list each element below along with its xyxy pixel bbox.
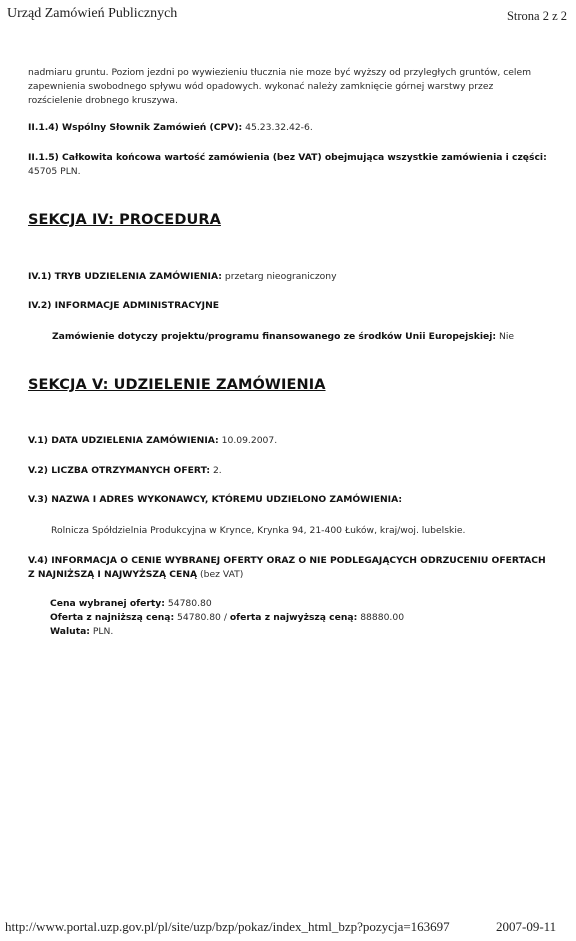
v3-line — [28, 493, 550, 507]
v1-line — [28, 434, 550, 448]
price-highest-value: 88880.00 — [357, 612, 405, 623]
section5-title: SEKCJA V: UDZIELENIE ZAMÓWIENIA — [28, 377, 326, 393]
total-value-value: 45705 PLN. — [28, 166, 81, 178]
eu-label: Zamówienie dotyczy projektu/programu finansowanego ze środków Unii Europejskiej: — [52, 331, 497, 342]
price-range-line — [50, 611, 565, 625]
v4-note: (bez VAT) — [197, 569, 244, 581]
currency-value: PLN. — [89, 626, 114, 637]
currency-line — [50, 625, 560, 639]
section4-title: SEKCJA IV: PROCEDURA — [28, 212, 221, 228]
v2-line — [28, 464, 550, 478]
price-selected-line — [50, 597, 560, 611]
footer-url[interactable]: http://www.portal.uzp.gov.pl/pl/site/uzp/bzp/pokaz/index_html_bzp?pozycja=163697 — [5, 919, 450, 934]
price-selected-label: Cena wybranej oferty: — [50, 598, 165, 609]
v4-line — [28, 554, 553, 582]
price-highest-label: oferta z najwyższą ceną: — [229, 612, 358, 623]
total-value-line — [28, 151, 550, 179]
iv1-label: IV.1) TRYB UDZIELENIA ZAMÓWIENIA: — [28, 271, 222, 282]
iv1-value: przetarg nieograniczony — [221, 271, 337, 282]
currency-label: Waluta: — [50, 626, 90, 637]
intro-paragraph: nadmiaru gruntu. Poziom jezdni po wywiezieniu tłucznia nie moze być wyższy od przyległych gruntów, celem zapewnienia swobodnego spływu wód opadowych. wykonać należy zamknięcie górnej warstwy przez rozścielenie drobnego kruszywa. — [28, 67, 532, 107]
iv1-line — [28, 270, 550, 284]
footer-date: 2007-09-11 — [496, 919, 557, 934]
price-selected-value: 54780.80 — [164, 598, 212, 609]
cpv-value: 45.23.32.42-6. — [242, 122, 313, 133]
header-title: Urząd Zamówień Publicznych — [7, 6, 178, 21]
v1-label: V.1) DATA UDZIELENIA ZAMÓWIENIA: — [28, 435, 219, 446]
total-value-label: II.1.5) Całkowita końcowa wartość zamówienia (bez VAT) obejmująca wszystkie zamówienia i części: — [28, 152, 547, 163]
price-lowest-value: 54780.80 / — [174, 612, 230, 623]
v3-label: V.3) NAZWA I ADRES WYKONAWCY, KTÓREMU UDZIELONO ZAMÓWIENIA: — [28, 494, 403, 505]
cpv-label: II.1.4) Wspólny Słownik Zamówień (CPV): — [28, 122, 243, 133]
v2-value: 2. — [210, 465, 222, 476]
v4-label: V.4) INFORMACJA O CENIE WYBRANEJ OFERTY ORAZ O NIE PODLEGAJĄCYCH ODRZUCENIU OFERTACH Z NAJNIŻSZĄ I NAJWYŻSZĄ CENĄ — [28, 555, 546, 581]
eu-line — [52, 330, 562, 344]
price-lowest-label: Oferta z najniższą ceną: — [50, 612, 175, 623]
v2-label: V.2) LICZBA OTRZYMANYCH OFERT: — [28, 465, 211, 476]
cpv-line — [28, 121, 550, 135]
contractor-line: Rolnicza Spółdzielnia Produkcyjna w Krynce, Krynka 94, 21-400 Łuków, kraj/woj. lubelskie. — [51, 525, 466, 536]
iv2-label: IV.2) INFORMACJE ADMINISTRACYJNE — [28, 300, 220, 311]
v1-value: 10.09.2007. — [218, 435, 278, 446]
page-number: Strona 2 z 2 — [506, 9, 567, 23]
iv2-line — [28, 299, 550, 313]
eu-value: Nie — [496, 331, 515, 342]
